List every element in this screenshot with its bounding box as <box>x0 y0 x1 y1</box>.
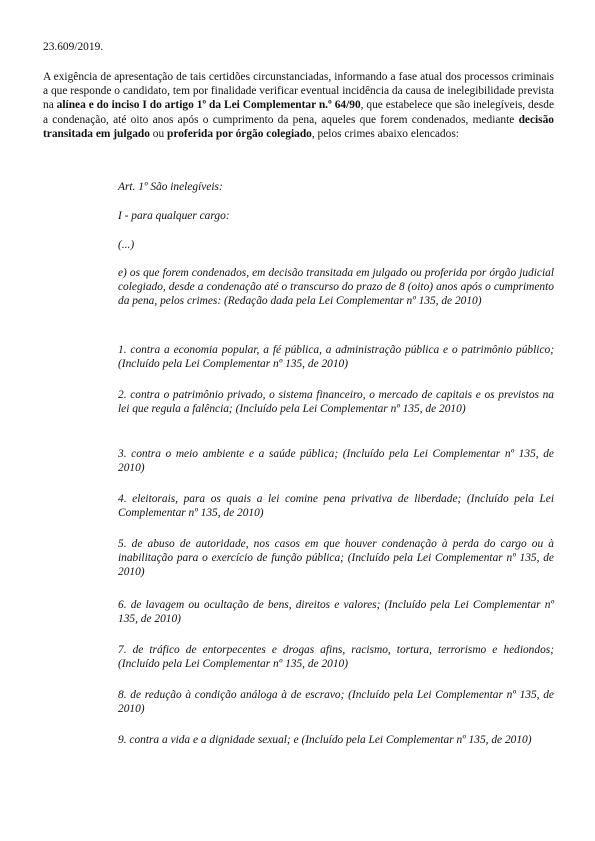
intro-bold-2: decisão transitada em julgado <box>43 113 554 140</box>
reference-text: 23.609/2019. <box>43 41 104 53</box>
quote-item-9: 9. contra a vida e a dignidade sexual; e (Incluído pela Lei Complementar nº 135, de 2010) <box>118 734 532 746</box>
intro-paragraph <box>43 70 554 141</box>
quote-item-1: 1. contra a economia popular, a fé pública, a administração pública e o patrimônio público; (Incluído pela Lei Complementar nº 135, de 2010) <box>118 344 554 371</box>
quote-item-3: 3. contra o meio ambiente e a saúde pública; (Incluído pela Lei Complementar nº 135, de 2010) <box>118 448 554 475</box>
quote-item-5: 5. de abuso de autoridade, nos casos em que houver condenação à perda do cargo ou à inabilitação para o exercício de função pública; (Incluído pela Lei Complementar nº 135, de 2010) <box>118 538 554 579</box>
quote-ellipsis: (...) <box>118 239 135 251</box>
quote-item-4: 4. eleitorais, para os quais a lei comine pena privativa de liberdade; (Incluído pela Lei Complementar nº 135, de 2010) <box>118 493 554 520</box>
quote-item-heading: I - para qualquer cargo: <box>118 210 230 222</box>
quote-article-heading: Art. 1º São inelegíveis: <box>118 181 223 193</box>
quote-item-7: 7. de tráfico de entorpecentes e drogas afins, racismo, tortura, terrorismo e hediondos; (Incluído pela Lei Complementar nº 135, de 2010) <box>118 644 554 671</box>
quote-item-6: 6. de lavagem ou ocultação de bens, direitos e valores; (Incluído pela Lei Complementar nº 135, de 2010) <box>118 599 554 626</box>
intro-text-1: A exigência de apresentação de tais certidões circunstanciadas, informando a fase atual dos processos criminais a que responde o candidato, tem por finalidade verificar eventual incidência da causa de inelegibilidade prevista na <box>43 71 554 112</box>
intro-bold-3: proferida por órgão colegiado <box>167 127 312 140</box>
intro-bold-1: alínea e do inciso I do artigo 1º da Lei Complementar n.º 64/90 <box>56 99 361 112</box>
quote-item-8: 8. de redução à condição análoga à de escravo; (Incluído pela Lei Complementar nº 135, de 2010) <box>118 689 554 716</box>
quote-item-2: 2. contra o patrimônio privado, o sistema financeiro, o mercado de capitais e os previstos na lei que regula a falência; (Incluído pela Lei Complementar nº 135, de 2010) <box>118 389 554 416</box>
intro-text-4: , pelos crimes abaixo elencados: <box>311 127 459 140</box>
intro-text-2: , que estabelece que são inelegíveis, desde a condenação, até oito anos após o cumprimento da pena, aqueles que forem condenados, mediante <box>43 99 554 126</box>
quote-paragraph-e: e) os que forem condenados, em decisão transitada em julgado ou proferida por órgão judicial colegiado, desde a condenação até o transcurso do prazo de 8 (oito) anos após o cumprimento da pena, pelos crimes: (Redação dada pela Lei Complementar nº 135, de 2010) <box>118 267 554 308</box>
intro-text-3: ou <box>149 127 168 140</box>
